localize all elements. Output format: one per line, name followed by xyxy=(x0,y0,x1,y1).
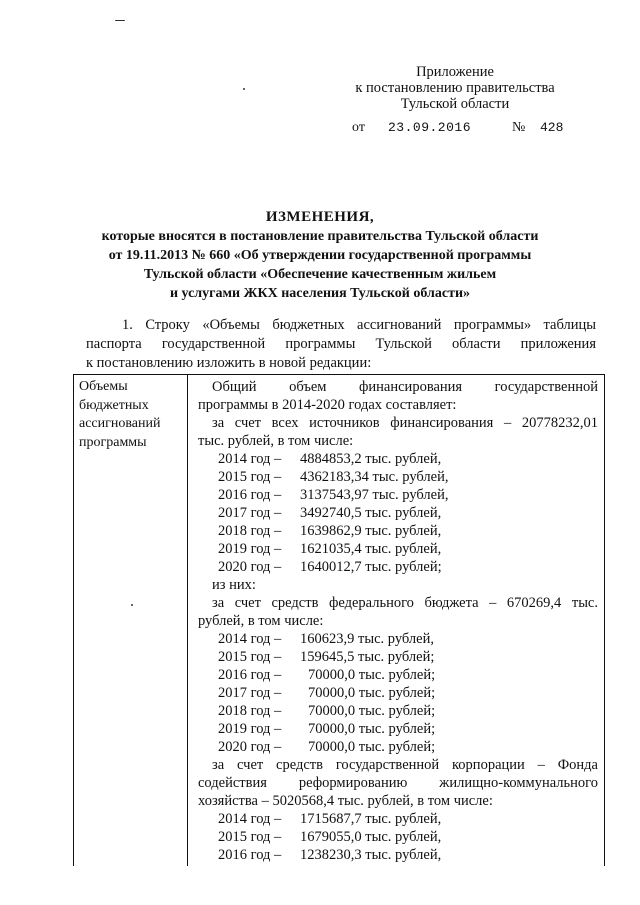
title-line-3: от 19.11.2013 № 660 «Об утверждении государственной программы xyxy=(108,248,532,263)
total-line-2: тыс. рублей, в том числе: xyxy=(198,433,354,449)
budget-table xyxy=(73,374,605,866)
general-line-2: программы в 2014-2020 годах составляет: xyxy=(198,397,457,413)
fund-years-list xyxy=(198,810,598,864)
intro-line-1: 1. Строку «Объемы бюджетных ассигнований программы» таблицы xyxy=(122,317,596,333)
year-value: 4884853,2 тыс. рублей, xyxy=(300,451,442,467)
year-label: 2017 год – xyxy=(218,685,282,701)
year-value: 159645,5 тыс. рублей; xyxy=(300,649,435,665)
federal-line-2: рублей, в том числе: xyxy=(198,613,324,629)
year-value: 70000,0 тыс. рублей; xyxy=(308,721,436,737)
list-item xyxy=(198,846,598,864)
title-line-2: которые вносятся в постановление правительства Тульской области xyxy=(101,229,539,244)
year-label: 2015 год – xyxy=(218,469,282,485)
list-item xyxy=(198,504,598,522)
year-value: 70000,0 тыс. рублей; xyxy=(308,685,436,701)
year-label: 2018 год – xyxy=(218,703,282,719)
year-value: 160623,9 тыс. рублей, xyxy=(300,631,434,647)
label-line: Объемы xyxy=(79,379,128,394)
year-label: 2016 год – xyxy=(218,847,282,863)
appendix-line-3: Тульской области xyxy=(400,96,510,112)
year-label: 2020 год – xyxy=(218,559,282,575)
year-value: 70000,0 тыс. рублей; xyxy=(308,739,436,755)
list-item xyxy=(198,828,598,846)
year-label: 2014 год – xyxy=(218,811,282,827)
list-item xyxy=(198,720,598,738)
list-item xyxy=(198,522,598,540)
document-number: 428 xyxy=(540,120,564,135)
list-item xyxy=(198,684,598,702)
row-label-cell xyxy=(74,375,188,867)
year-label: 2016 год – xyxy=(218,667,282,683)
table-row xyxy=(74,375,605,867)
list-item xyxy=(198,468,598,486)
year-label: 2014 год – xyxy=(218,451,282,467)
year-value: 70000,0 тыс. рублей; xyxy=(308,703,436,719)
document-title xyxy=(60,208,580,303)
label-line: программы xyxy=(79,434,147,450)
fund-line-3: хозяйства – 5020568,4 тыс. рублей, в том числе: xyxy=(198,793,493,809)
appendix-line-1: Приложение xyxy=(416,64,494,80)
appendix-line-2: к постановлению правительства xyxy=(355,80,555,96)
total-line-1: за счет всех источников финансирования – 20778232,01 xyxy=(212,415,598,431)
number-label: № xyxy=(512,120,526,135)
year-label: 2019 год – xyxy=(218,541,282,557)
year-value: 1238230,3 тыс. рублей, xyxy=(300,847,442,863)
year-value: 70000,0 тыс. рублей; xyxy=(308,667,436,683)
title-line-4: Тульской области «Обеспечение качественным жильем xyxy=(143,267,497,282)
year-value: 1715687,7 тыс. рублей, xyxy=(300,811,442,827)
scan-speck xyxy=(131,604,133,606)
year-value: 1640012,7 тыс. рублей; xyxy=(300,559,442,575)
fund-line-1: за счет средств государственной корпорации – Фонда xyxy=(212,757,598,773)
year-label: 2015 год – xyxy=(218,829,282,845)
year-label: 2020 год – xyxy=(218,739,282,755)
list-item xyxy=(198,630,598,648)
appendix-header xyxy=(330,64,580,112)
year-label: 2017 год – xyxy=(218,505,282,521)
year-label: 2019 год – xyxy=(218,721,282,737)
year-label: 2014 год – xyxy=(218,631,282,647)
list-item xyxy=(198,738,598,756)
from-label: от xyxy=(352,120,365,135)
intro-paragraph xyxy=(86,316,596,373)
year-label: 2016 год – xyxy=(218,487,282,503)
list-item xyxy=(198,810,598,828)
document-date: 23.09.2016 xyxy=(388,120,472,135)
fund-line-2: содействия реформированию жилищно-коммунального xyxy=(198,775,598,791)
general-line-1: Общий объем финансирования государственной xyxy=(212,379,598,395)
year-label: 2018 год – xyxy=(218,523,282,539)
list-item xyxy=(198,558,598,576)
title-heading: ИЗМЕНЕНИЯ, xyxy=(265,209,375,225)
scan-speck xyxy=(243,88,245,90)
title-line-5: и услугами ЖКХ населения Тульской области» xyxy=(169,286,471,301)
list-item xyxy=(198,702,598,720)
scan-speck xyxy=(115,20,125,21)
year-label: 2015 год – xyxy=(218,649,282,665)
list-item xyxy=(198,540,598,558)
intro-line-3: к постановлению изложить в новой редакции: xyxy=(86,355,372,371)
label-line: ассигнований xyxy=(79,416,161,431)
federal-line-1: за счет средств федерального бюджета – 670269,4 тыс. xyxy=(212,595,598,611)
intro-line-2: паспорта государственной программы Тульской области приложения xyxy=(86,336,596,352)
federal-years-list xyxy=(198,630,598,756)
list-item xyxy=(198,648,598,666)
year-value: 1621035,4 тыс. рублей, xyxy=(300,541,442,557)
list-item xyxy=(198,486,598,504)
year-value: 3492740,5 тыс. рублей, xyxy=(300,505,442,521)
list-item xyxy=(198,666,598,684)
total-years-list xyxy=(198,450,598,576)
year-value: 1639862,9 тыс. рублей, xyxy=(300,523,442,539)
row-content-cell xyxy=(188,375,605,867)
year-value: 3137543,97 тыс. рублей, xyxy=(300,487,449,503)
year-value: 1679055,0 тыс. рублей, xyxy=(300,829,442,845)
label-line: бюджетных xyxy=(79,397,149,413)
year-value: 4362183,34 тыс. рублей, xyxy=(300,469,449,485)
of-them-label: из них: xyxy=(212,577,256,593)
list-item xyxy=(198,450,598,468)
